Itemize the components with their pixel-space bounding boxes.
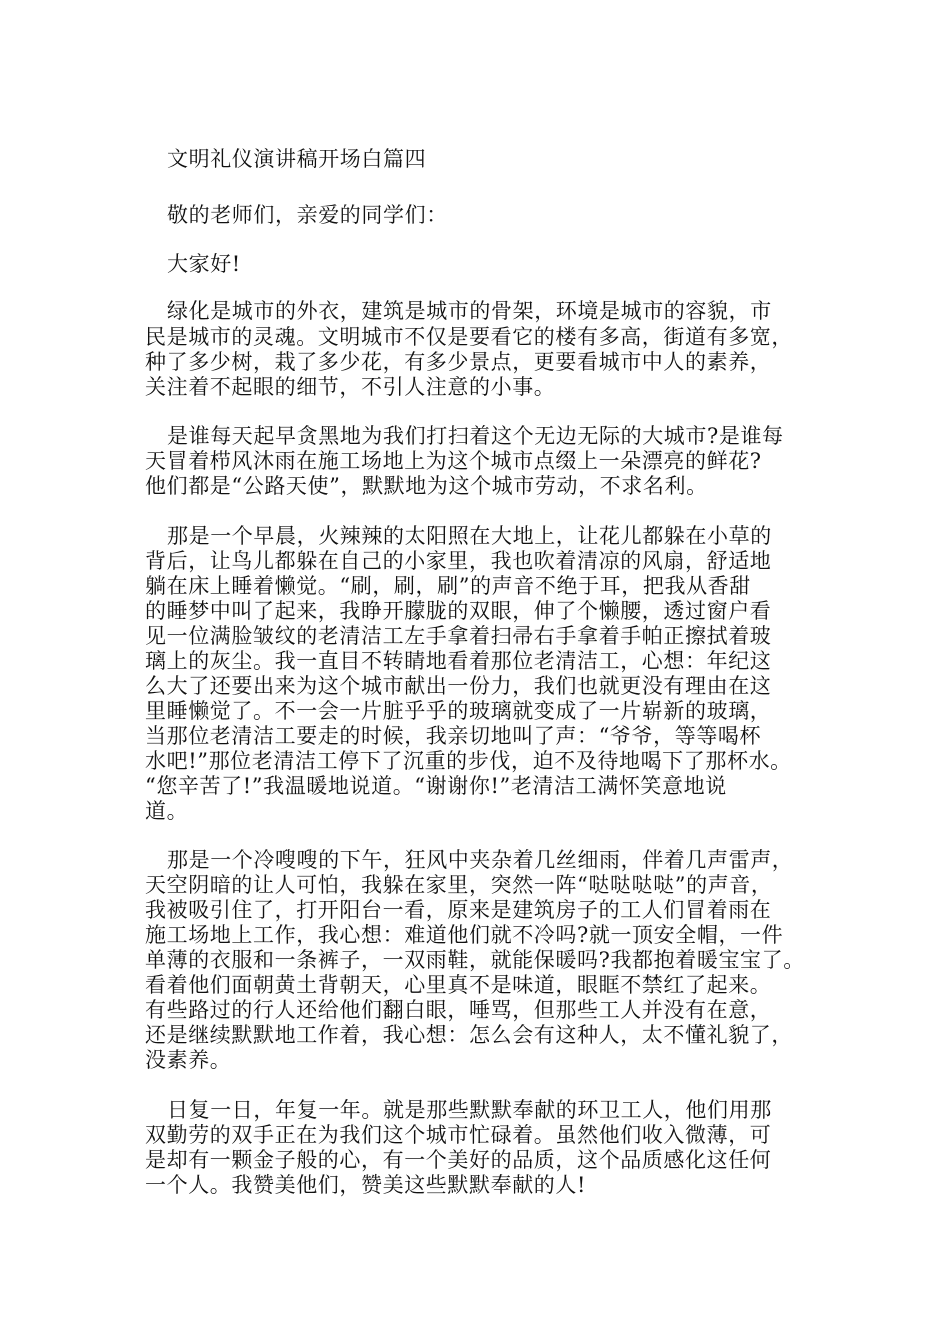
- paragraph-3-line-8: 里睡懒觉了。不一会一片脏乎乎的玻璃就变成了一片崭新的玻璃，: [145, 699, 772, 723]
- paragraph-3-line-3: 躺在床上睡着懒觉。“刷，刷，刷”的声音不绝于耳，把我从香甜: [145, 574, 751, 598]
- paragraph-4-line-4: 施工场地上工作，我心想：难道他们就不冷吗?就一顶安全帽，一件: [145, 923, 784, 947]
- paragraph-4-line-3: 我被吸引住了，打开阳台一看，原来是建筑房子的工人们冒着雨在: [145, 898, 772, 922]
- paragraph-3-line-11: “您辛苦了!”我温暖地说道。“谢谢你!”老清洁工满怀笑意地说: [145, 774, 727, 798]
- paragraph-4-line-1: 那是一个冷嗖嗖的下午，狂风中夹杂着几丝细雨，伴着几声雷声，: [167, 848, 794, 872]
- paragraph-3-line-12: 道。: [145, 799, 189, 823]
- paragraph-4-line-9: 没素养。: [145, 1048, 232, 1072]
- paragraph-1-line-1: 绿化是城市的外衣，建筑是城市的骨架，环境是城市的容貌，市: [167, 299, 772, 323]
- paragraph-3-line-5: 见一位满脸皱纹的老清洁工左手拿着扫帚右手拿着手帕正擦拭着玻: [145, 624, 772, 648]
- document-title: 文明礼仪演讲稿开场白篇四: [167, 147, 427, 171]
- paragraph-3-line-9: 当那位老清洁工要走的时候，我亲切地叫了声：“爷爷，等等喝杯: [145, 724, 762, 748]
- paragraph-3-line-7: 么大了还要出来为这个城市献出一份力，我们也就更没有理由在这: [145, 674, 772, 698]
- paragraph-4-line-2: 天空阴暗的让人可怕，我躲在家里，突然一阵“哒哒哒哒”的声音，: [145, 873, 773, 897]
- paragraph-3-line-4: 的睡梦中叫了起来，我睁开朦胧的双眼，伸了个懒腰，透过窗户看: [145, 599, 772, 623]
- paragraph-5-line-1: 日复一日，年复一年。就是那些默默奉献的环卫工人，他们用那: [167, 1098, 772, 1122]
- paragraph-4-line-6: 看着他们面朝黄土背朝天，心里真不是味道，眼眶不禁红了起来。: [145, 973, 772, 997]
- paragraph-4-line-5: 单薄的衣服和一条裤子，一双雨鞋，就能保暖吗?我都抱着暖宝宝了。: [145, 948, 805, 972]
- paragraph-2-line-3: 他们都是“公路天使”，默默地为这个城市劳动，不求名利。: [145, 474, 708, 498]
- paragraph-2-line-2: 天冒着栉风沐雨在施工场地上为这个城市点缀上一朵漂亮的鲜花?: [145, 449, 762, 473]
- paragraph-3-line-2: 背后，让鸟儿都躲在自己的小家里，我也吹着清凉的风扇，舒适地: [145, 549, 772, 573]
- paragraph-1-line-2: 民是城市的灵魂。文明城市不仅是要看它的楼有多高，街道有多宽，: [145, 325, 793, 349]
- paragraph-3-line-6: 璃上的灰尘。我一直目不转睛地看着那位老清洁工，心想：年纪这: [145, 649, 772, 673]
- greeting: 大家好!: [167, 252, 241, 276]
- paragraph-5-line-2: 双勤劳的双手正在为我们这个城市忙碌着。虽然他们收入微薄，可: [145, 1123, 772, 1147]
- paragraph-1-line-3: 种了多少树，栽了多少花，有多少景点，更要看城市中人的素养，: [145, 350, 772, 374]
- paragraph-5-line-3: 是却有一颗金子般的心，有一个美好的品质，这个品质感化这任何: [145, 1148, 772, 1172]
- paragraph-4-line-7: 有些路过的行人还给他们翻白眼，唾骂，但那些工人并没有在意，: [145, 998, 772, 1022]
- salutation: 敬的老师们，亲爱的同学们：: [167, 203, 448, 227]
- paragraph-2-line-1: 是谁每天起早贪黑地为我们打扫着这个无边无际的大城市?是谁每: [167, 424, 784, 448]
- paragraph-1-line-4: 关注着不起眼的细节，不引人注意的小事。: [145, 375, 556, 399]
- paragraph-3-line-10: 水吧!”那位老清洁工停下了沉重的步伐，迫不及待地喝下了那杯水。: [145, 749, 792, 773]
- paragraph-3-line-1: 那是一个早晨，火辣辣的太阳照在大地上，让花儿都躲在小草的: [167, 524, 772, 548]
- paragraph-5-line-4: 一个人。我赞美他们，赞美这些默默奉献的人!: [145, 1173, 587, 1197]
- paragraph-4-line-8: 还是继续默默地工作着，我心想：怎么会有这种人，太不懂礼貌了，: [145, 1023, 793, 1047]
